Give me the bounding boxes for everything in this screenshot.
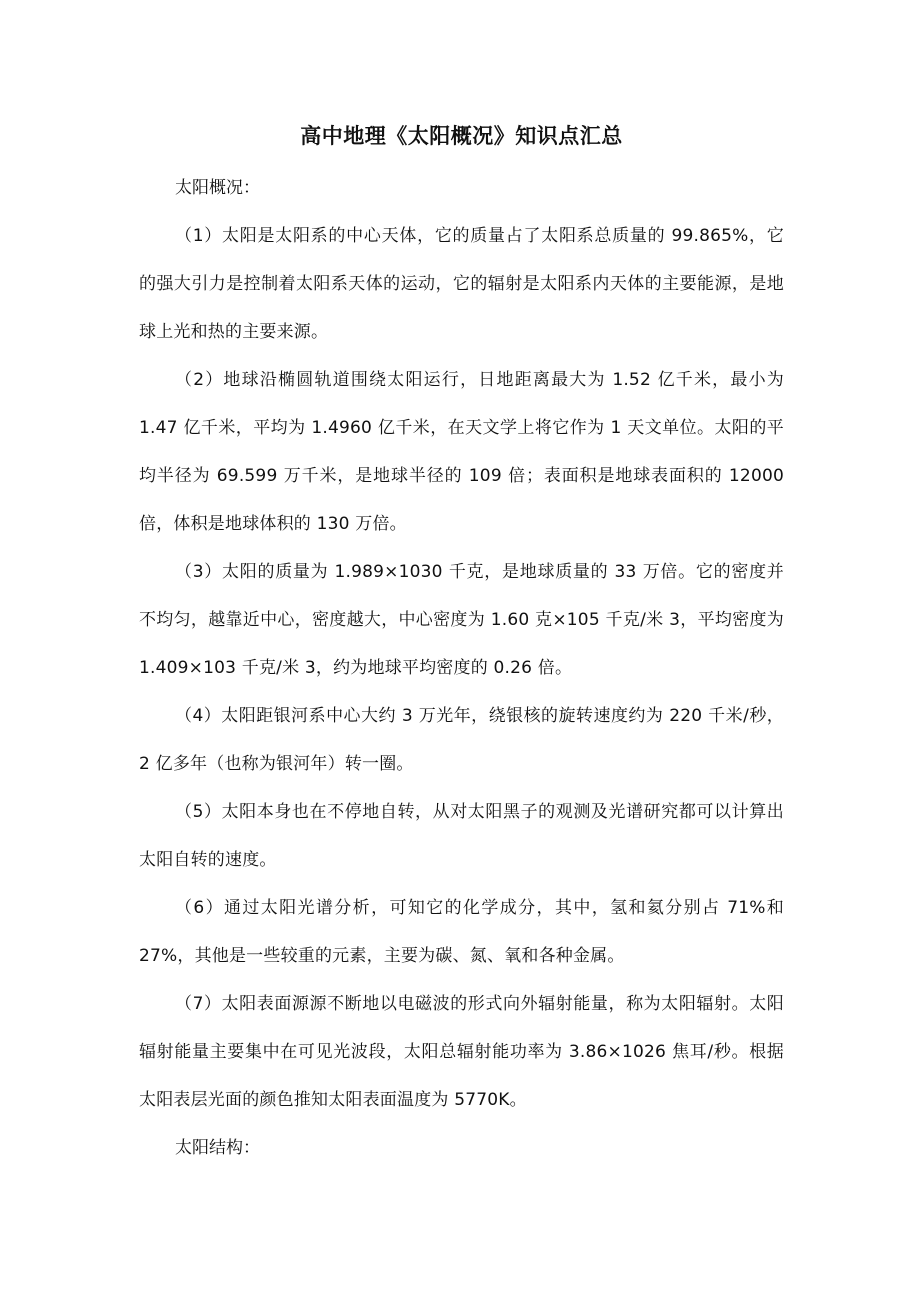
paragraph-2: （2）地球沿椭圆轨道围绕太阳运行，日地距离最大为 1.52 亿千米，最小为 1.47 亿千米，平均为 1.4960 亿千米，在天文学上将它作为 1 天文单位。太阳的平均半径为 69.599 万千米，是地球半径的 109 倍；表面积是地球表面积的 12000 倍，体积是地球体积的 130 万倍。 bbox=[139, 370, 784, 534]
paragraph-3: （3）太阳的质量为 1.989×1030 千克，是地球质量的 33 万倍。它的密度并不均匀，越靠近中心，密度越大，中心密度为 1.60 克×105 千克/米 3，平均密度为 1.409×103 千克/米 3，约为地球平均密度的 0.26 倍。 bbox=[139, 562, 784, 678]
paragraph-7: （7）太阳表面源源不断地以电磁波的形式向外辐射能量，称为太阳辐射。太阳辐射能量主要集中在可见光波段，太阳总辐射能功率为 3.86×1026 焦耳/秒。根据太阳表层光面的颜色推知太阳表面温度为 5770K。 bbox=[139, 994, 784, 1110]
page-title: 高中地理《太阳概况》知识点汇总 bbox=[300, 124, 623, 148]
section-heading-overview: 太阳概况： bbox=[175, 178, 260, 198]
paragraph-4: （4）太阳距银河系中心大约 3 万光年，绕银核的旋转速度约为 220 千米/秒，2 亿多年（也称为银河年）转一圈。 bbox=[139, 706, 784, 774]
paragraph-6: （6）通过太阳光谱分析，可知它的化学成分，其中，氢和氦分别占 71%和 27%，其他是一些较重的元素，主要为碳、氮、氧和各种金属。 bbox=[139, 898, 784, 966]
paragraph-1: （1）太阳是太阳系的中心天体，它的质量占了太阳系总质量的 99.865%，它的强大引力是控制着太阳系天体的运动，它的辐射是太阳系内天体的主要能源，是地球上光和热的主要来源。 bbox=[139, 226, 784, 342]
paragraph-5: （5）太阳本身也在不停地自转，从对太阳黑子的观测及光谱研究都可以计算出太阳自转的速度。 bbox=[139, 802, 784, 870]
section-heading-structure: 太阳结构： bbox=[175, 1138, 260, 1158]
